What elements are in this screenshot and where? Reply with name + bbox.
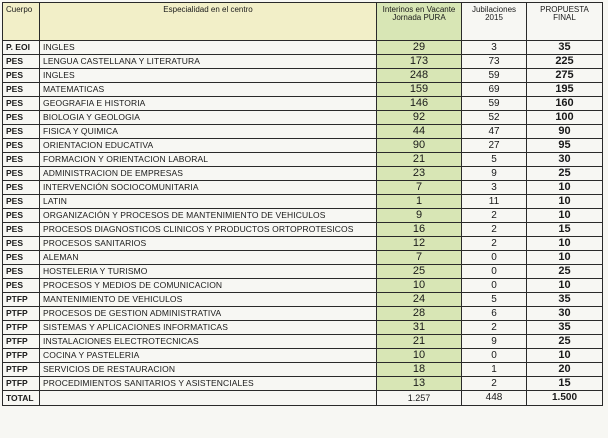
interinos-cell: 44 <box>377 125 462 139</box>
especialidad-cell: PROCESOS DIAGNOSTICOS CLINICOS Y PRODUCTOS ORTOPROTESICOS <box>40 223 377 237</box>
interinos-cell: 10 <box>377 279 462 293</box>
header-interinos-line1: Interinos en Vacante <box>382 5 456 14</box>
interinos-cell: 29 <box>377 41 462 55</box>
cuerpo-cell: PES <box>3 153 40 167</box>
header-propuesta <box>527 3 603 41</box>
jubilaciones-cell: 5 <box>462 293 527 307</box>
interinos-cell: 13 <box>377 377 462 391</box>
cuerpo-cell: PTFP <box>3 377 40 391</box>
jubilaciones-cell: 0 <box>462 349 527 363</box>
especialidad-cell: FORMACION Y ORIENTACION LABORAL <box>40 153 377 167</box>
total-jubilaciones: 448 <box>462 391 527 406</box>
table-row <box>3 195 603 209</box>
table-row <box>3 97 603 111</box>
jubilaciones-cell: 11 <box>462 195 527 209</box>
table-row <box>3 167 603 181</box>
interinos-cell: 9 <box>377 209 462 223</box>
especialidad-cell: ADMINISTRACION DE EMPRESAS <box>40 167 377 181</box>
jubilaciones-cell: 9 <box>462 167 527 181</box>
interinos-cell: 7 <box>377 251 462 265</box>
table-row <box>3 279 603 293</box>
table-row <box>3 83 603 97</box>
jubilaciones-cell: 5 <box>462 153 527 167</box>
table-row <box>3 321 603 335</box>
total-interinos: 1.257 <box>377 391 462 406</box>
especialidad-cell: LENGUA CASTELLANA Y LITERATURA <box>40 55 377 69</box>
interinos-cell: 18 <box>377 363 462 377</box>
cuerpo-cell: PES <box>3 111 40 125</box>
interinos-cell: 25 <box>377 265 462 279</box>
interinos-cell: 90 <box>377 139 462 153</box>
propuesta-cell: 15 <box>527 377 603 391</box>
table-row <box>3 41 603 55</box>
table-row <box>3 237 603 251</box>
jubilaciones-cell: 2 <box>462 321 527 335</box>
jubilaciones-cell: 3 <box>462 41 527 55</box>
especialidad-cell: INTERVENCIÓN SOCIOCOMUNITARIA <box>40 181 377 195</box>
especialidad-cell: GEOGRAFIA E HISTORIA <box>40 97 377 111</box>
interinos-cell: 1 <box>377 195 462 209</box>
table-row <box>3 349 603 363</box>
header-propuesta-line2: FINAL <box>553 13 576 22</box>
interinos-cell: 173 <box>377 55 462 69</box>
table-row <box>3 223 603 237</box>
cuerpo-cell: PES <box>3 237 40 251</box>
propuesta-cell: 25 <box>527 335 603 349</box>
cuerpo-cell: PES <box>3 195 40 209</box>
cuerpo-cell: PTFP <box>3 293 40 307</box>
table-row <box>3 153 603 167</box>
jubilaciones-cell: 2 <box>462 237 527 251</box>
propuesta-cell: 275 <box>527 69 603 83</box>
table-row <box>3 293 603 307</box>
header-row <box>3 3 603 41</box>
interinos-cell: 24 <box>377 293 462 307</box>
header-interinos-line2: Jornada PURA <box>392 13 446 22</box>
propuesta-cell: 225 <box>527 55 603 69</box>
cuerpo-cell: PTFP <box>3 335 40 349</box>
propuesta-cell: 25 <box>527 167 603 181</box>
cuerpo-cell: PES <box>3 125 40 139</box>
propuesta-cell: 10 <box>527 251 603 265</box>
especialidad-cell: ALEMAN <box>40 251 377 265</box>
especialidad-cell: ORGANIZACIÓN Y PROCESOS DE MANTENIMIENTO DE VEHICULOS <box>40 209 377 223</box>
especialidad-cell: SISTEMAS Y APLICACIONES INFORMATICAS <box>40 321 377 335</box>
cuerpo-cell: PTFP <box>3 363 40 377</box>
especialidad-cell: PROCEDIMIENTOS SANITARIOS Y ASISTENCIALES <box>40 377 377 391</box>
cuerpo-cell: PES <box>3 251 40 265</box>
interinos-cell: 10 <box>377 349 462 363</box>
table-row <box>3 125 603 139</box>
especialidad-cell: HOSTELERIA Y TURISMO <box>40 265 377 279</box>
table-row <box>3 139 603 153</box>
especialidad-cell: BIOLOGIA Y GEOLOGIA <box>40 111 377 125</box>
jubilaciones-cell: 59 <box>462 97 527 111</box>
propuesta-cell: 10 <box>527 209 603 223</box>
interinos-cell: 146 <box>377 97 462 111</box>
interinos-cell: 159 <box>377 83 462 97</box>
interinos-cell: 92 <box>377 111 462 125</box>
especialidad-cell: COCINA Y PASTELERIA <box>40 349 377 363</box>
propuesta-cell: 195 <box>527 83 603 97</box>
cuerpo-cell: PES <box>3 265 40 279</box>
propuesta-cell: 95 <box>527 139 603 153</box>
propuesta-cell: 10 <box>527 195 603 209</box>
interinos-cell: 16 <box>377 223 462 237</box>
interinos-cell: 248 <box>377 69 462 83</box>
especialidad-cell: PROCESOS DE GESTION ADMINISTRATIVA <box>40 307 377 321</box>
propuesta-cell: 160 <box>527 97 603 111</box>
header-propuesta-line1: PROPUESTA <box>540 5 589 14</box>
propuesta-cell: 35 <box>527 321 603 335</box>
cuerpo-cell: PES <box>3 209 40 223</box>
interinos-cell: 28 <box>377 307 462 321</box>
cuerpo-cell: PES <box>3 97 40 111</box>
table-row <box>3 181 603 195</box>
cuerpo-cell: P. EOI <box>3 41 40 55</box>
propuesta-cell: 10 <box>527 349 603 363</box>
jubilaciones-cell: 2 <box>462 223 527 237</box>
table-row <box>3 111 603 125</box>
propuesta-cell: 35 <box>527 293 603 307</box>
plazas-table <box>2 2 603 406</box>
especialidad-cell: MATEMATICAS <box>40 83 377 97</box>
jubilaciones-cell: 27 <box>462 139 527 153</box>
interinos-cell: 12 <box>377 237 462 251</box>
total-label: TOTAL <box>3 391 40 406</box>
propuesta-cell: 30 <box>527 307 603 321</box>
propuesta-cell: 15 <box>527 223 603 237</box>
header-jubilaciones-line2: 2015 <box>485 13 503 22</box>
header-jubilaciones <box>462 3 527 41</box>
propuesta-cell: 10 <box>527 279 603 293</box>
cuerpo-cell: PES <box>3 69 40 83</box>
especialidad-cell: LATIN <box>40 195 377 209</box>
jubilaciones-cell: 6 <box>462 307 527 321</box>
propuesta-cell: 10 <box>527 181 603 195</box>
especialidad-cell: INGLES <box>40 69 377 83</box>
total-empty-cell <box>40 391 377 406</box>
table-body <box>3 41 603 406</box>
interinos-cell: 21 <box>377 153 462 167</box>
especialidad-cell: SERVICIOS DE RESTAURACION <box>40 363 377 377</box>
propuesta-cell: 35 <box>527 41 603 55</box>
cuerpo-cell: PTFP <box>3 349 40 363</box>
especialidad-cell: ORIENTACION EDUCATIVA <box>40 139 377 153</box>
cuerpo-cell: PTFP <box>3 307 40 321</box>
table-row <box>3 377 603 391</box>
propuesta-cell: 30 <box>527 153 603 167</box>
interinos-cell: 7 <box>377 181 462 195</box>
header-cuerpo-label: Cuerpo <box>6 5 33 14</box>
especialidad-cell: PROCESOS Y MEDIOS DE COMUNICACION <box>40 279 377 293</box>
header-interinos <box>377 3 462 41</box>
table-row <box>3 69 603 83</box>
especialidad-cell: INSTALACIONES ELECTROTECNICAS <box>40 335 377 349</box>
especialidad-cell: INGLES <box>40 41 377 55</box>
jubilaciones-cell: 9 <box>462 335 527 349</box>
cuerpo-cell: PES <box>3 139 40 153</box>
interinos-cell: 23 <box>377 167 462 181</box>
jubilaciones-cell: 52 <box>462 111 527 125</box>
header-especialidad-label: Especialidad en el centro <box>163 5 253 14</box>
especialidad-cell: FISICA Y QUIMICA <box>40 125 377 139</box>
interinos-cell: 21 <box>377 335 462 349</box>
table-row <box>3 251 603 265</box>
table-header <box>3 3 603 41</box>
especialidad-cell: MANTENIMIENTO DE VEHICULOS <box>40 293 377 307</box>
table-row <box>3 335 603 349</box>
table-row <box>3 55 603 69</box>
jubilaciones-cell: 0 <box>462 251 527 265</box>
header-jubilaciones-line1: Jubilaciones <box>471 5 517 14</box>
table-row <box>3 363 603 377</box>
total-row <box>3 391 603 406</box>
propuesta-cell: 20 <box>527 363 603 377</box>
header-especialidad <box>40 3 377 41</box>
table-row <box>3 265 603 279</box>
jubilaciones-cell: 0 <box>462 265 527 279</box>
jubilaciones-cell: 47 <box>462 125 527 139</box>
jubilaciones-cell: 0 <box>462 279 527 293</box>
especialidad-cell: PROCESOS SANITARIOS <box>40 237 377 251</box>
interinos-cell: 31 <box>377 321 462 335</box>
jubilaciones-cell: 3 <box>462 181 527 195</box>
total-propuesta: 1.500 <box>527 391 603 406</box>
jubilaciones-cell: 2 <box>462 377 527 391</box>
cuerpo-cell: PES <box>3 55 40 69</box>
cuerpo-cell: PES <box>3 223 40 237</box>
cuerpo-cell: PES <box>3 167 40 181</box>
cuerpo-cell: PTFP <box>3 321 40 335</box>
cuerpo-cell: PES <box>3 83 40 97</box>
jubilaciones-cell: 1 <box>462 363 527 377</box>
jubilaciones-cell: 73 <box>462 55 527 69</box>
propuesta-cell: 90 <box>527 125 603 139</box>
jubilaciones-cell: 2 <box>462 209 527 223</box>
jubilaciones-cell: 69 <box>462 83 527 97</box>
cuerpo-cell: PES <box>3 279 40 293</box>
table-row <box>3 209 603 223</box>
header-cuerpo <box>3 3 40 41</box>
propuesta-cell: 25 <box>527 265 603 279</box>
table-row <box>3 307 603 321</box>
cuerpo-cell: PES <box>3 181 40 195</box>
propuesta-cell: 10 <box>527 237 603 251</box>
propuesta-cell: 100 <box>527 111 603 125</box>
jubilaciones-cell: 59 <box>462 69 527 83</box>
